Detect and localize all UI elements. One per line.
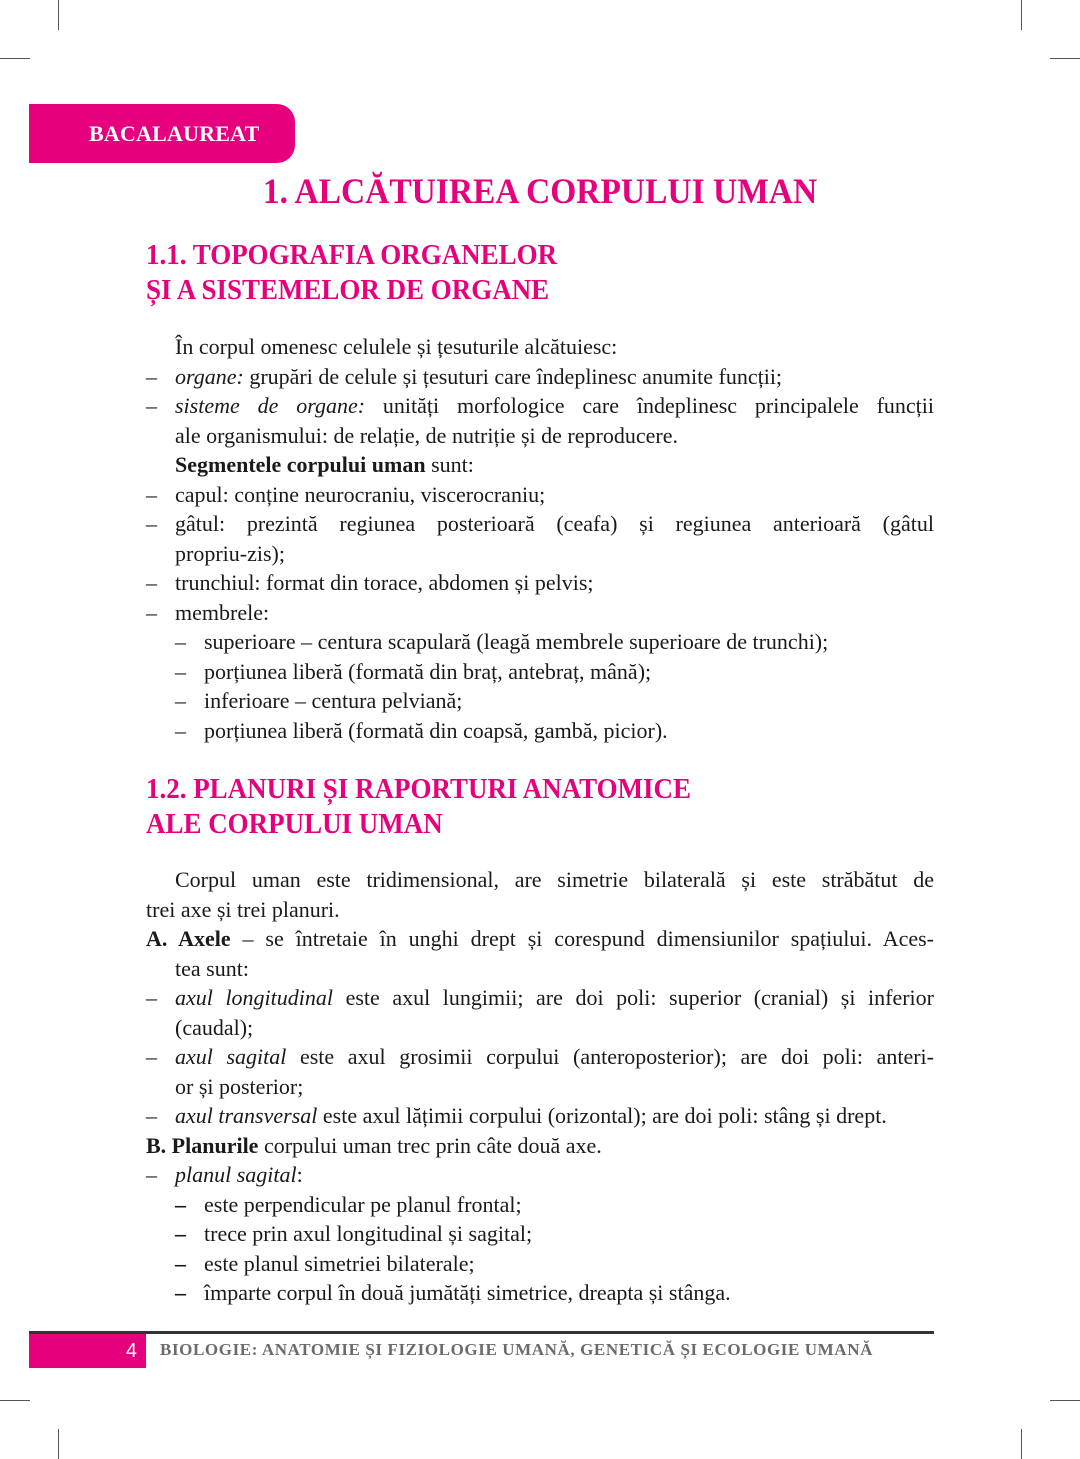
crop-mark <box>0 1400 30 1401</box>
crop-mark <box>1050 58 1080 59</box>
crop-mark <box>1021 0 1022 30</box>
axes-heading-continuation: tea sunt: <box>175 955 249 981</box>
segments-heading: Segmentele corpului uman sunt: <box>175 452 474 477</box>
list-item: – planul sagital: <box>146 1162 303 1187</box>
sub-list-item: – împarte corpul în două jumătăți simetrice, dreapta și stânga. <box>175 1280 731 1305</box>
sub-list-item: – este perpendicular pe planul frontal; <box>175 1191 522 1217</box>
list-item: – axul transversal este axul lățimii corpului (orizontal); are doi poli: stâng și drept. <box>146 1103 887 1128</box>
list-item: – membrele: <box>146 599 270 625</box>
crop-mark <box>58 1429 59 1459</box>
list-item-continuation: ale organismului: de relație, de nutriție și de reproducere. <box>175 422 678 448</box>
list-item: – gâtul: prezintă regiunea posterioară (ceafa) și regiunea anterioară (gâtul <box>146 511 934 536</box>
crop-mark <box>0 58 30 59</box>
axes-heading: A. Axele – se întretaie în unghi drept și corespund dimensiunilor spațiului. Aces- <box>146 926 935 951</box>
list-item: – axul longitudinal este axul lungimii; are doi poli: superior (cranial) și inferior <box>146 985 934 1010</box>
section-1-title-line2: ȘI A SISTEMELOR DE ORGANE <box>146 274 550 306</box>
intro-paragraph: În corpul omenesc celulele și țesuturile alcătuiesc: <box>175 334 618 359</box>
sub-list-item: – trece prin axul longitudinal și sagital; <box>175 1221 533 1246</box>
list-item-continuation: propriu-zis); <box>175 540 285 566</box>
list-item: – trunchiul: format din torace, abdomen și pelvis; <box>146 570 594 595</box>
section-2-title-line1: 1.2. PLANURI ȘI RAPORTURI ANATOMICE <box>146 773 692 805</box>
badge-label: BACALAUREAT <box>89 120 260 146</box>
list-item-continuation: or și posterior; <box>175 1073 304 1099</box>
footer-rule <box>29 1331 934 1334</box>
list-item: – organe: grupări de celule și țesuturi care îndeplinesc anumite funcții; <box>146 363 783 389</box>
section-2-body <box>146 865 934 1308</box>
running-title: BIOLOGIE: ANATOMIE ȘI FIZIOLOGIE UMANĂ, GENETICĂ ȘI ECOLOGIE UMANĂ <box>160 1340 873 1359</box>
crop-mark <box>1021 1429 1022 1459</box>
section-1-body <box>146 332 934 745</box>
list-item: – sisteme de organe: unități morfologice care îndeplinesc principalele funcții <box>146 393 934 418</box>
sub-list-item: – este planul simetriei bilaterale; <box>175 1250 475 1276</box>
section-1-title <box>146 238 557 308</box>
list-item-continuation: (caudal); <box>175 1014 254 1040</box>
page-number: 4 <box>125 1339 137 1362</box>
list-item: – capul: conține neurocraniu, viscerocraniu; <box>146 481 546 507</box>
page-number-box <box>29 1334 146 1368</box>
sub-list-item: – superioare – centura scapulară (leagă membrele superioare de trunchi); <box>175 629 829 654</box>
chapter-title: 1. ALCĂTUIREA CORPULUI UMAN <box>262 171 818 211</box>
intro-paragraph-continuation: trei axe și trei planuri. <box>146 896 340 922</box>
crop-mark <box>1050 1400 1080 1401</box>
section-2-title-line2: ALE CORPULUI UMAN <box>146 808 443 840</box>
sub-list-item: – porțiunea liberă (formată din braț, antebraț, mână); <box>175 658 652 684</box>
planes-heading: B. Planurile corpului uman trec prin câte două axe. <box>146 1132 602 1158</box>
crop-mark <box>58 0 59 30</box>
section-2-title <box>146 772 691 842</box>
intro-paragraph: Corpul uman este tridimensional, are simetrie bilaterală și este străbătut de <box>175 867 934 892</box>
sub-list-item: – inferioare – centura pelviană; <box>175 688 463 713</box>
sub-list-item: – porțiunea liberă (formată din coapsă, gambă, picior). <box>175 717 668 743</box>
list-item: – axul sagital este axul grosimii corpului (anteroposterior); are doi poli: anteri- <box>146 1044 934 1069</box>
bacalaureat-badge <box>29 104 295 163</box>
section-1-title-line1: 1.1. TOPOGRAFIA ORGANELOR <box>146 239 558 271</box>
